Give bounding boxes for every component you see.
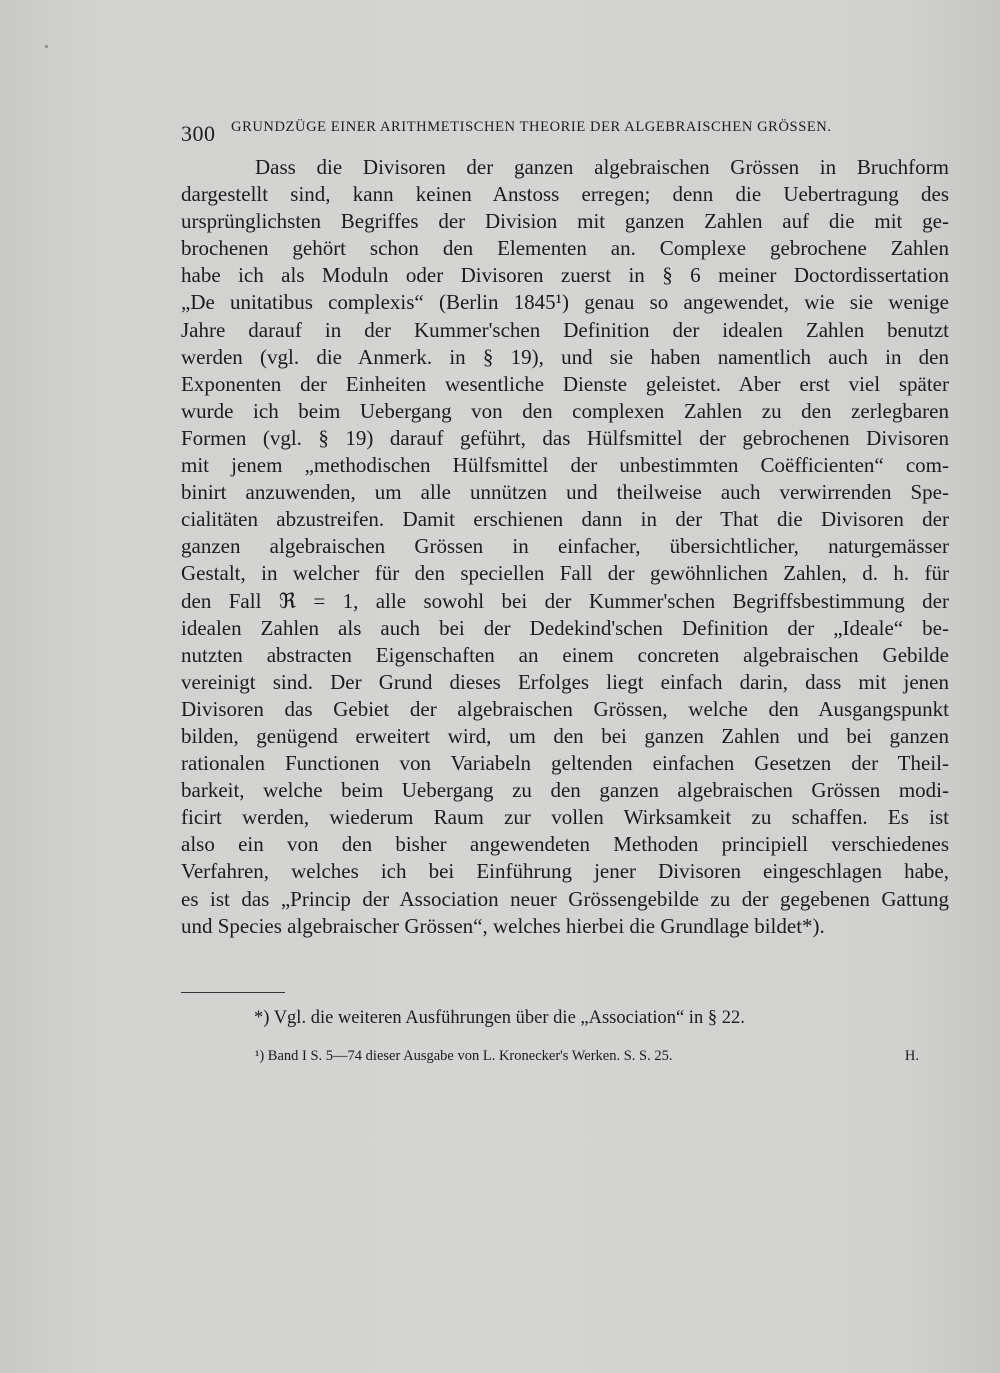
footnote-editorial [255,1048,919,1065]
text-line: Jahre darauf in der Kummer'schen Definition der idealen Zahlen benutzt [181,317,949,342]
footnote-rule [181,992,285,993]
text-line: wurde ich beim Uebergang von den complexen Zahlen zu den zerlegbaren [181,398,949,423]
paper-speck [45,45,48,48]
text-line: dargestellt sind, kann keinen Anstoss erregen; denn die Uebertragung des [181,182,949,207]
footnote-editorial-text: ¹) Band I S. 5—74 dieser Ausgabe von L. Kronecker's Werken. S. S. 25. [255,1048,673,1064]
text-line: Exponenten der Einheiten wesentliche Dienste geleistet. Aber erst viel später [181,371,949,396]
text-line: bilden, genügend erweitert wird, um den bei ganzen Zahlen und bei ganzen [181,723,949,748]
text-line: rationalen Functionen von Variabeln geltenden einfachen Gesetzen der Theil- [181,751,949,776]
text-line: nutzten abstracten Eigenschaften an einem concreten algebraischen Gebilde [181,642,949,667]
text-line: und Species algebraischer Grössen“, welches hierbei die Grundlage bildet*). [181,913,825,938]
text-line: es ist das „Princip der Association neuer Grössengebilde zu der gegebenen Gattung [181,886,949,911]
text-line: vereinigt sind. Der Grund dieses Erfolges liegt einfach darin, dass mit jenen [181,669,949,694]
text-line: den Fall ℜ = 1, alle sowohl bei der Kummer'schen Begriffsbestimmung der [181,588,949,613]
text-line: „De unitatibus complexis“ (Berlin 1845¹) genau so angewendet, wie sie wenige [181,290,949,315]
text-line: werden (vgl. die Anmerk. in § 19), und sie haben namentlich auch in den [181,344,949,369]
text-line: Verfahren, welches ich bei Einführung jener Divisoren eingeschlagen habe, [181,859,949,884]
text-line: binirt anzuwenden, um alle unnützen und theilweise auch verwirrenden Spe- [181,480,949,505]
text-line: Divisoren das Gebiet der algebraischen Grössen, welche den Ausgangspunkt [181,696,949,721]
text-line: Formen (vgl. § 19) darauf geführt, das Hülfsmittel der gebrochenen Divisoren [181,425,949,450]
text-line: barkeit, welche beim Uebergang zu den ganzen algebraischen Grössen modi- [181,778,949,803]
text-line: ganzen algebraischen Grössen in einfacher, übersichtlicher, naturgemässer [181,534,949,559]
editor-mark: H. [904,1048,919,1064]
text-line: mit jenem „methodischen Hülfsmittel der unbestimmten Coëfficienten“ com- [181,453,949,478]
text-line: idealen Zahlen als auch bei der Dedekind'schen Definition der „Ideale“ be- [181,615,949,640]
page-number: 300 [181,121,216,146]
text-line: ursprünglichsten Begriffes der Division mit ganzen Zahlen auf die mit ge- [181,209,949,234]
text-line: Gestalt, in welcher für den speciellen Fall der gewöhnlichen Zahlen, d. h. für [181,561,949,586]
text-line: brochenen gehört schon den Elementen an. Complexe gebrochene Zahlen [181,236,949,261]
page-header [181,115,921,145]
footnote-star: *) Vgl. die weiteren Ausführungen über die „Association“ in § 22. [254,1008,745,1028]
text-line: also ein von den bisher angewendeten Methoden principiell verschiedenes [181,832,949,857]
text-line: Dass die Divisoren der ganzen algebraischen Grössen in Bruchform [255,155,949,179]
text-line: cialitäten abzustreifen. Damit erschienen dann in der That die Divisoren der [181,507,949,532]
text-line: habe ich als Moduln oder Divisoren zuerst in § 6 meiner Doctordissertation [181,263,949,288]
text-line: ficirt werden, wiederum Raum zur vollen Wirksamkeit zu schaffen. Es ist [181,805,949,830]
main-paragraph [181,154,949,940]
running-title: GRUNDZÜGE EINER ARITHMETISCHEN THEORIE DER ALGEBRAISCHEN GRÖSSEN. [231,119,832,135]
